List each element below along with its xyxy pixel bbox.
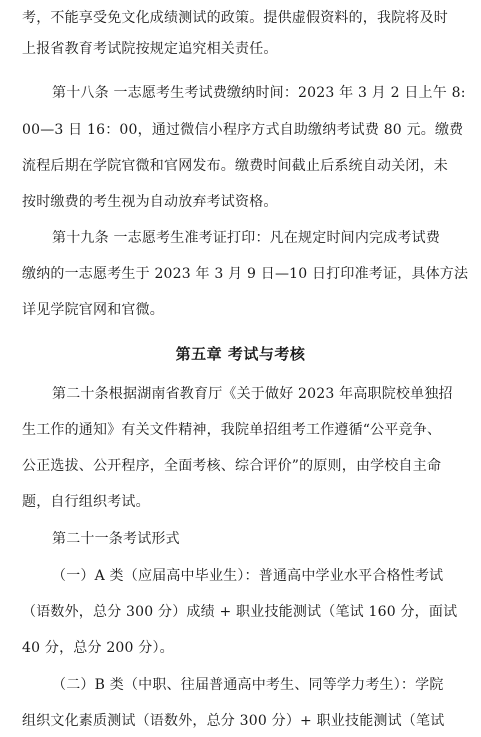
paragraph-line: 生工作的通知》有关文件精神，我院单招组考工作遵循“公平竞争、 [22,422,442,438]
article-19-line: 第十九条 一志愿考生准考证打印：凡在规定时间内完成考试费 [52,230,441,246]
paragraph-line: 上报省教育考试院按规定追究相关责任。 [22,41,278,57]
article-21-line: 第二十一条考试形式 [52,531,180,547]
chapter-heading: 第五章 考试与考核 [175,345,306,363]
paragraph-line: 按时缴费的考生视为自动放弃考试资格。 [22,194,278,210]
article-18-line: 第十八条 一志愿考生考试费缴纳时间：2023 年 3 月 2 日上午 8: [52,85,466,101]
paragraph-line: 00—3 日 16：00，通过微信小程序方式自助缴纳考试费 80 元。缴费 [22,122,464,138]
paragraph-line: 详见学院官网和官微。 [22,302,164,318]
item-a-line: （一）A 类（应届高中毕业生）：普通高中学业水平合格性考试 [52,568,444,584]
paragraph-line: （语数外，总分 300 分）成绩 + 职业技能测试（笔试 160 分，面试 [22,604,458,620]
paragraph-line: 流程后期在学院官微和官网发布。缴费时间截止后系统自动关闭，未 [22,158,448,174]
paragraph-line: 考，不能享受免文化成绩测试的政策。提供虚假资料的，我院将及时 [22,10,448,26]
paragraph-line: 40 分，总分 200 分）。 [22,640,174,656]
article-20-line: 第二十条根据湖南省教育厅《关于做好 2023 年高职院校单独招 [52,386,453,402]
paragraph-line: 组织文化素质测试（语数外，总分 300 分）+ 职业技能测试（笔试 [22,713,445,729]
paragraph-line: 题，自行组织考试。 [22,494,150,510]
paragraph-line: 公正选拔、公开程序，全面考核、综合评价”的原则，由学校自主命 [22,458,442,474]
item-b-line: （二）B 类（中职、往届普通高中考生、同等学力考生）：学院 [52,677,444,693]
paragraph-line: 缴纳的一志愿考生于 2023 年 3 月 9 日—10 日打印准考证，具体方法 [22,266,469,282]
